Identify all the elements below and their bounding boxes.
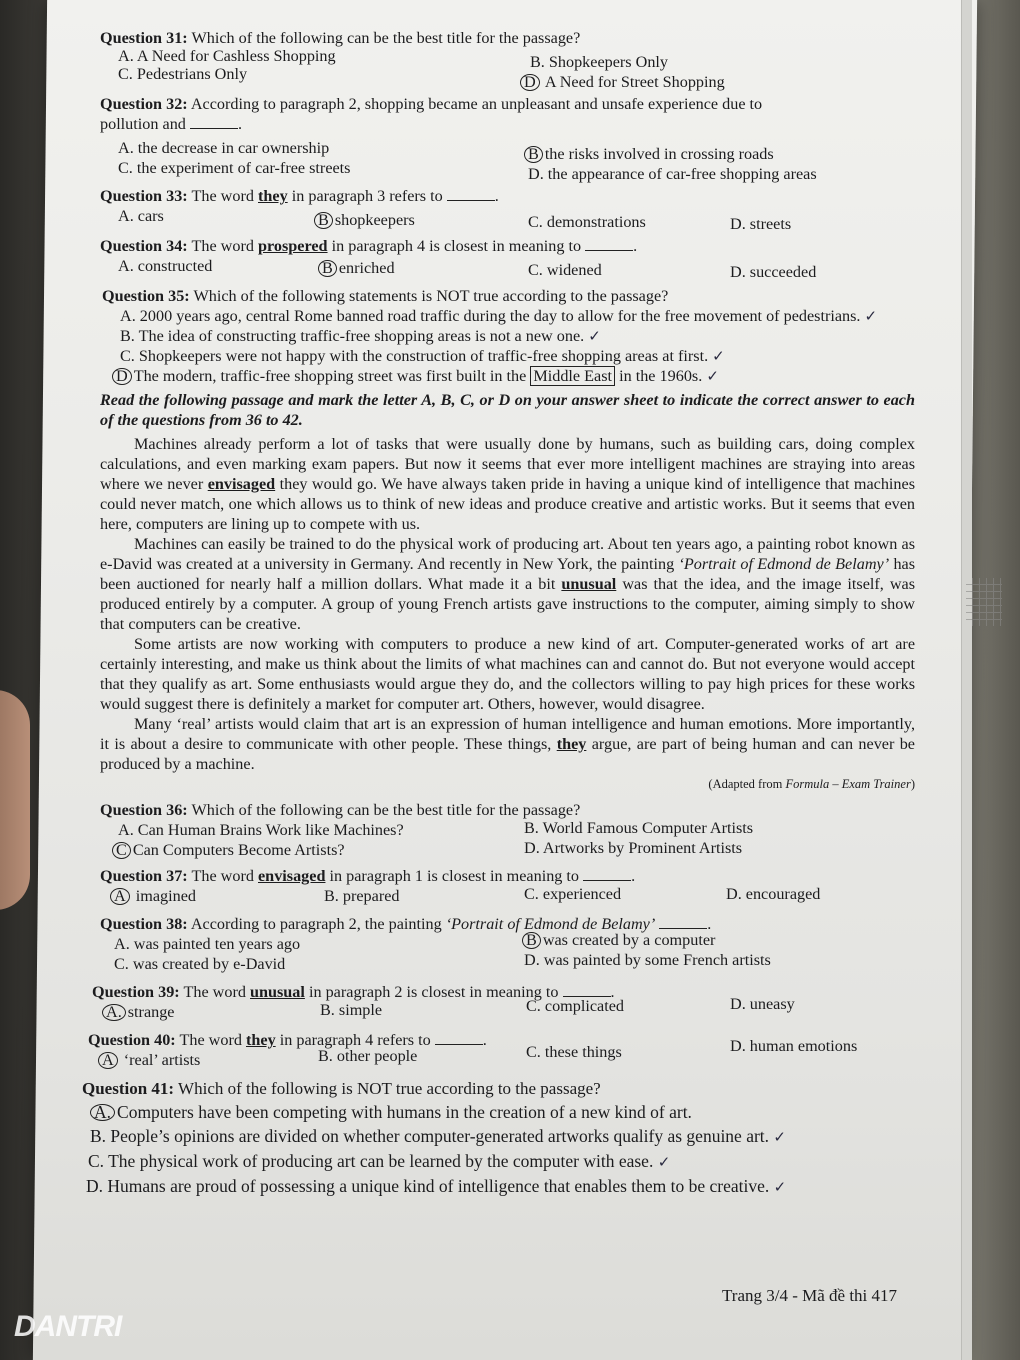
q36-option-a: A. Can Human Brains Work like Machines? — [118, 821, 404, 839]
paper-edge — [961, 0, 972, 1360]
q41-option-d: D. Humans are proud of possessing a unique kind of intelligence that enables them to be creative. ✓ — [86, 1176, 787, 1196]
q41-option-a: A. Computers have been competing with humans in the creation of a new kind of art. — [90, 1100, 915, 1124]
q36-options-row1 — [100, 820, 915, 840]
q33-options — [100, 206, 915, 233]
question-35: Question 35: Which of the following statements is NOT true according to the passage? — [102, 287, 669, 305]
exam-content — [82, 28, 916, 1199]
question-39: Question 39: The word unusual in paragraph 2 is closest in meaning to . — [92, 983, 615, 1001]
q31-option-d: D A Need for Street Shopping — [520, 72, 725, 92]
q32-option-b: B the risks involved in crossing roads — [524, 144, 774, 164]
q32-option-d: D. the appearance of car-free shopping areas — [528, 165, 817, 183]
q41-option-c: C. The physical work of producing art can be learned by the computer with ease. ✓ — [88, 1151, 671, 1171]
answer-blank — [435, 1032, 483, 1045]
q31-option-a: A. A Need for Cashless Shopping — [118, 47, 336, 65]
q35-option-b: B. The idea of constructing traffic-free shopping areas is not a new one. ✓ — [120, 327, 601, 345]
check-mark: ✓ — [657, 1153, 671, 1171]
q39-options — [100, 995, 915, 1022]
q40-option-a: A ‘real’ artists — [98, 1050, 200, 1070]
pen-scribble — [966, 578, 1002, 626]
q31-option-c: C. Pedestrians Only — [118, 65, 248, 83]
q39-option-b: B. simple — [320, 1001, 383, 1019]
answer-circle: D — [112, 368, 132, 385]
thumb — [0, 690, 30, 910]
q38-options-row2 — [100, 951, 915, 974]
q38-option-b: B was created by a computer — [522, 930, 715, 950]
answer-circle: B — [314, 212, 333, 229]
answer-circle: A — [110, 888, 130, 905]
q36-option-b: B. World Famous Computer Artists — [524, 819, 754, 837]
q34-option-c: C. widened — [528, 261, 602, 279]
answer-circle: B — [522, 932, 541, 949]
q36-option-d: D. Artworks by Prominent Artists — [524, 839, 743, 857]
answer-circle: A. — [90, 1104, 115, 1121]
q38-option-a: A. was painted ten years ago — [114, 935, 301, 953]
q38-options-row1 — [100, 931, 915, 954]
q41-option-b: B. People’s opinions are divided on whether computer-generated artworks qualify as genuine art. ✓ — [90, 1126, 786, 1146]
q37-option-d: D. encouraged — [726, 885, 821, 903]
page-footer: Trang 3/4 - Mã đề thi 417 — [722, 1286, 898, 1305]
q32-option-a: A. the decrease in car ownership — [118, 139, 330, 157]
q33-option-c: C. demonstrations — [528, 213, 646, 231]
q31-options-row2 — [100, 65, 915, 91]
question-34: Question 34: The word prospered in paragraph 4 is closest in meaning to . — [100, 237, 638, 255]
answer-blank — [583, 868, 631, 881]
q39-option-a: A. strange — [102, 1002, 175, 1022]
answer-circle: A. — [102, 1004, 126, 1021]
question-33: Question 33: The word they in paragraph 3 refers to . — [100, 187, 499, 205]
passage-paragraph-2: Machines can easily be trained to do the physical work of producing art. About ten years ago, a painting robot known as e-David was created at a university in Germany. And recently in New York, the painting ‘Portrait of Edmond de Belamy’ has been auctioned for nearly half a million dollars. What made it a bit unusual was that the idea, and the image itself, was produced entirely by a computer. A group of young French artists gave instructions to the computer, aiming simply to show that computers can be creative. — [100, 535, 916, 633]
q34-option-b: B enriched — [318, 258, 395, 278]
q33-option-d: D. streets — [730, 215, 792, 233]
passage-source: (Adapted from Formula – Exam Trainer) — [708, 777, 915, 791]
question-32: Question 32: According to paragraph 2, shopping became an unpleasant and unsafe experience due to pollution and . — [100, 95, 763, 133]
q33-option-a: A. cars — [118, 207, 164, 225]
q39-option-d: D. uneasy — [730, 995, 795, 1013]
answer-circle: D — [520, 74, 540, 91]
answer-circle: A — [98, 1052, 118, 1069]
q34-option-a: A. constructed — [118, 257, 213, 275]
q31-option-b: B. Shopkeepers Only — [530, 53, 669, 71]
q32-option-c: C. the experiment of car-free streets — [118, 159, 351, 177]
q37-option-c: C. experienced — [524, 885, 622, 903]
answer-circle: B — [524, 146, 543, 163]
question-38: Question 38: According to paragraph 2, the painting ‘Portrait of Edmond de Belamy’ . — [100, 915, 712, 933]
answer-circle: C — [112, 842, 131, 859]
answer-blank — [447, 188, 495, 201]
q40-option-b: B. other people — [318, 1047, 418, 1065]
q35-option-d: D The modern, traffic-free shopping street was first built in the Middle East in the 1960s. ✓ — [100, 366, 915, 386]
passage-paragraph-4: Many ‘real’ artists would claim that art is an expression of human intelligence and human emotions. More importantly, it is about a desire to communicate with other people. These things, they argue, are part of being human and can never be produced by a machine. — [100, 715, 915, 773]
q40-option-c: C. these things — [526, 1043, 622, 1061]
q38-option-d: D. was painted by some French artists — [524, 951, 771, 969]
passage-paragraph-1: Machines already perform a lot of tasks that were usually done by humans, such as building cars, doing complex calculations, and even marking exam papers. But now it seems that ever more intelligent machines are straying into areas where we never envisaged they would go. We have always taken pride in having a unique kind of intelligence that machines could never match, one which allows us to think of new ideas and produce creative and artistic works. But it seems that even here, computers are lining up to compete with us. — [100, 435, 916, 533]
check-mark: ✓ — [712, 347, 725, 365]
question-37: Question 37: The word envisaged in paragraph 1 is closest in meaning to . — [100, 867, 636, 885]
q36-options-row2 — [100, 840, 915, 860]
answer-blank — [190, 116, 238, 129]
answer-blank — [585, 238, 633, 251]
q39-option-c: C. complicated — [526, 997, 624, 1015]
boxed-word: Middle East — [530, 366, 615, 386]
q35-option-a: A. 2000 years ago, central Rome banned road traffic during the day to allow for the free movement of pedestrians. ✓ — [120, 307, 878, 325]
passage-paragraph-3: Some artists are now working with computers to produce a new kind of art. Computer-generated works of art are certainly interesting, and make us think about the limits of what machines can and cannot do. But not everyone would accept that they qualify as art. Some enthusiasts would argue they do, and the collectors willing to pay high prices for these works would suggest there is definitely a market for computer art. Others, however, would disagree. — [100, 635, 915, 713]
check-mark: ✓ — [773, 1178, 787, 1196]
q32-options-row2 — [100, 159, 915, 183]
q35-option-c: C. Shopkeepers were not happy with the construction of traffic-free shopping areas at first. ✓ — [120, 347, 725, 365]
q37-option-b: B. prepared — [324, 887, 400, 905]
answer-circle: B — [318, 260, 337, 277]
check-mark: ✓ — [706, 367, 719, 385]
check-mark: ✓ — [588, 327, 601, 345]
q37-option-a: A imagined — [110, 886, 196, 906]
q32-options-row1 — [100, 139, 915, 163]
q38-option-c: C. was created by e-David — [114, 955, 286, 973]
q36-option-c: C Can Computers Become Artists? — [112, 840, 345, 860]
question-41: Question 41: Which of the following is NOT true according to the passage? — [82, 1079, 601, 1098]
question-36: Question 36: Which of the following can be the best title for the passage? — [100, 801, 581, 819]
answer-blank — [659, 916, 707, 929]
check-mark: ✓ — [773, 1128, 786, 1146]
q37-options — [100, 886, 915, 906]
q34-option-d: D. succeeded — [730, 263, 817, 281]
q33-option-b: B shopkeepers — [314, 210, 415, 230]
question-40: Question 40: The word they in paragraph 4 refers to . — [88, 1031, 487, 1049]
q34-options — [100, 256, 915, 281]
question-31: Question 31: Which of the following can be the best title for the passage? — [100, 29, 581, 47]
section-instruction: Read the following passage and mark the letter A, B, C, or D on your answer sheet to indicate the correct answer to each of the questions from 36 to 42. — [100, 391, 915, 429]
check-mark: ✓ — [864, 307, 878, 325]
q40-option-d: D. human emotions — [730, 1037, 858, 1055]
watermark-logo: DANTRI — [14, 1310, 122, 1343]
